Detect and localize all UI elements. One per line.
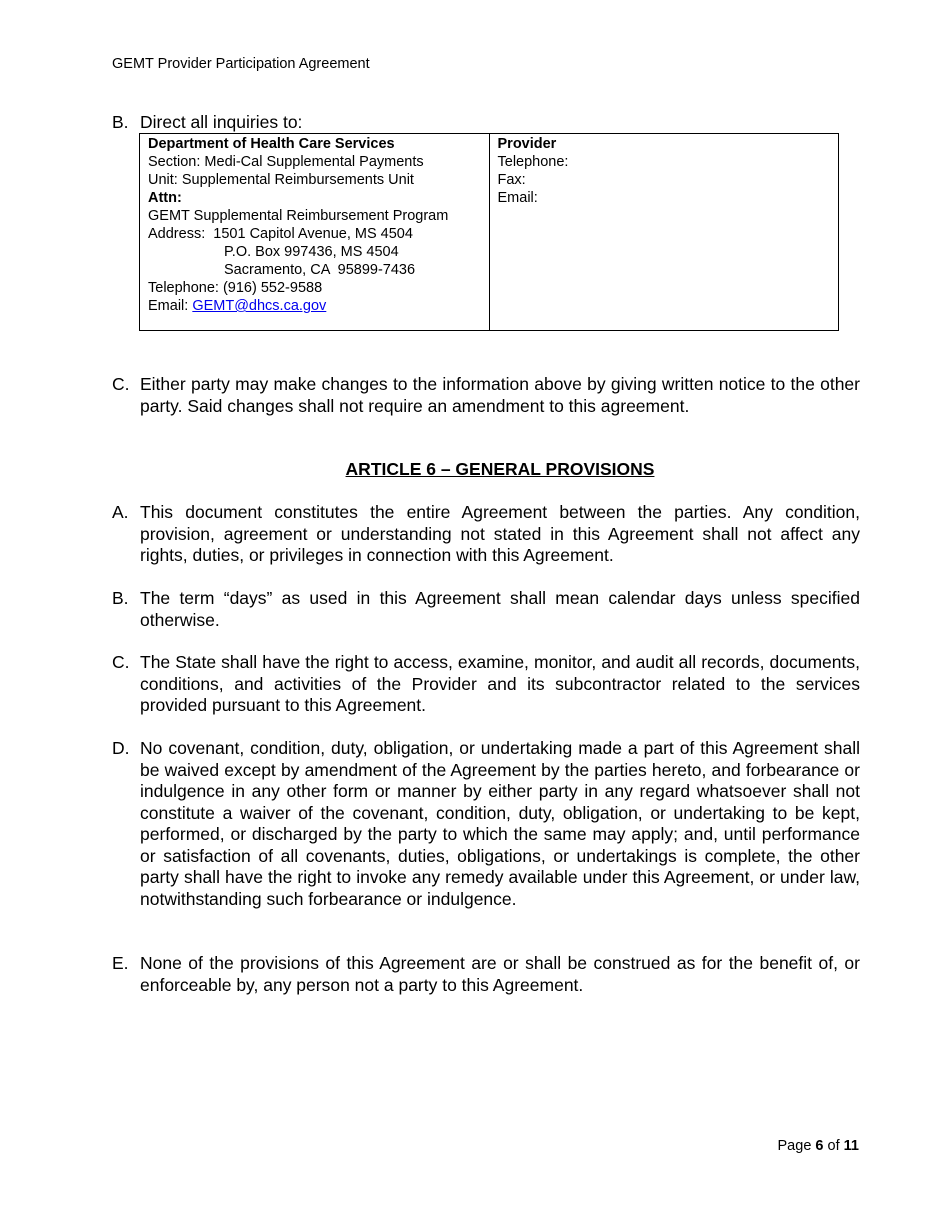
contact-table xyxy=(139,133,839,331)
provider-email: Email: xyxy=(497,190,538,206)
item-text: The term “days” as used in this Agreement shall mean calendar days unless specified otherwise. xyxy=(140,588,860,630)
item-marker: C. xyxy=(112,374,130,394)
provider-heading: Provider xyxy=(497,136,557,152)
article-item xyxy=(112,588,860,631)
item-text: This document constitutes the entire Agreement between the parties. Any condition, provision, agreement or understanding not stated in this Agreement shall not affect any rights, duties, or privileges in connection with this Agreement. xyxy=(140,502,860,565)
address-line-2: P.O. Box 997436, MS 4504 xyxy=(224,244,399,260)
article-title: ARTICLE 6 – GENERAL PROVISIONS xyxy=(345,459,655,479)
item-marker: E. xyxy=(112,953,129,973)
item-text: None of the provisions of this Agreement are or shall be construed as for the benefit of, or enforceable by, any person not a party to this Agreement. xyxy=(140,953,860,995)
email-link[interactable]: GEMT@dhcs.ca.gov xyxy=(192,298,327,314)
article-item xyxy=(112,652,860,717)
of-label: of xyxy=(823,1138,844,1154)
page-header: GEMT Provider Participation Agreement xyxy=(112,56,370,72)
address-line-3: Sacramento, CA 95899-7436 xyxy=(224,262,416,278)
provider-contact-cell xyxy=(489,134,839,331)
item-marker: A. xyxy=(112,502,129,522)
item-marker: B. xyxy=(112,588,129,608)
section-line: Section: Medi-Cal Supplemental Payments xyxy=(148,154,424,170)
item-marker: C. xyxy=(112,652,130,672)
attn-label: Attn: xyxy=(148,190,182,206)
item-marker: B. xyxy=(112,112,129,132)
provider-telephone: Telephone: xyxy=(497,154,569,170)
address-line-1: Address: 1501 Capitol Avenue, MS 4504 xyxy=(148,226,413,242)
article-item xyxy=(112,953,860,996)
unit-line: Unit: Supplemental Reimbursements Unit xyxy=(148,172,414,188)
program-line: GEMT Supplemental Reimbursement Program xyxy=(148,208,449,224)
item-text: No covenant, condition, duty, obligation, or undertaking made a part of this Agreement shall be waived except by amendment of the Agreement by the parties hereto, and forbearance or indulgence in any other form or manner by either party in any regard whatsoever shall not constitute a waiver of the covenant, condition, duty, obligation, or undertaking to be kept, performed, or discharged by the party to which the same may apply; and, until performance or satisfaction of all covenants, duties, obligations, or undertakings is complete, the other party shall have the right to invoke any remedy available under this Agreement, or under law, notwithstanding such forbearance or indulgence. xyxy=(140,738,860,909)
telephone-line: Telephone: (916) 552-9588 xyxy=(148,280,323,296)
item-text: The State shall have the right to access, examine, monitor, and audit all records, documents, conditions, and activities of the Provider and its subcontractor related to the services provided pursuant to this Agreement. xyxy=(140,652,860,715)
changes-text: Either party may make changes to the information above by giving written notice to the other party. Said changes shall not require an amendment to this agreement. xyxy=(140,374,860,416)
inquiries-intro: Direct all inquiries to: xyxy=(140,112,303,132)
total-pages: 11 xyxy=(843,1138,859,1154)
article-item xyxy=(112,738,860,910)
article-item xyxy=(112,502,860,567)
state-contact-cell xyxy=(140,134,490,331)
page-label: Page xyxy=(777,1138,816,1154)
page-footer xyxy=(778,1138,859,1154)
email-label: Email: xyxy=(148,298,193,314)
page-number: 6 xyxy=(815,1138,824,1154)
provider-fax: Fax: xyxy=(497,172,526,188)
section-b-inquiries xyxy=(112,112,860,134)
item-marker: D. xyxy=(112,738,130,758)
email-line xyxy=(148,297,481,315)
section-c-changes xyxy=(112,374,860,417)
department-heading: Department of Health Care Services xyxy=(148,136,395,152)
